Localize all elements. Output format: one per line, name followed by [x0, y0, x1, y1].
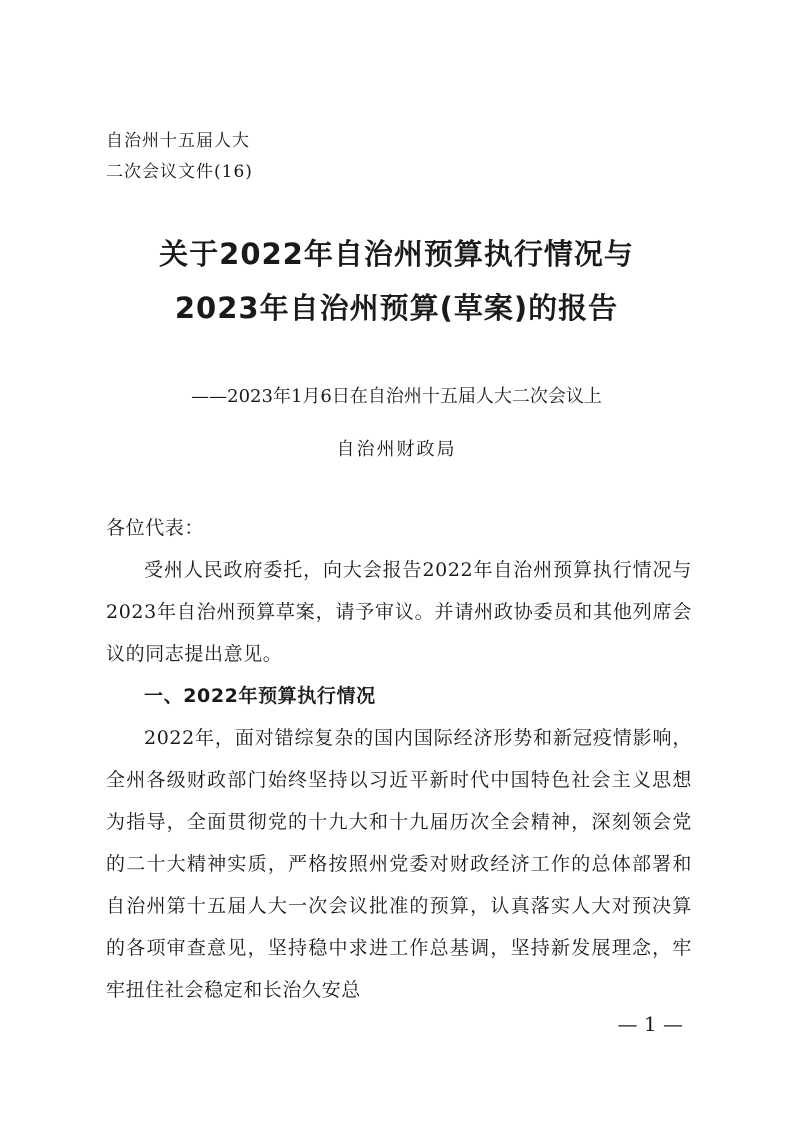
salutation: 各位代表： — [106, 517, 205, 539]
title-line-1: 关于2022年自治州预算执行情况与 — [159, 237, 634, 271]
document-header — [106, 126, 253, 188]
header-line-2: 二次会议文件(16) — [106, 162, 253, 182]
paragraph-1: 受州人民政府委托，向大会报告2022年自治州预算执行情况与2023年自治州预算草案，请予审议。并请州政协委员和其他列席会议的同志提出意见。 — [106, 559, 692, 665]
page-number: — 1 — — [617, 1012, 683, 1036]
document-body — [106, 507, 692, 1011]
header-line-1: 自治州十五届人大 — [106, 131, 250, 151]
section-heading-1: 一、2022年预算执行情况 — [144, 685, 376, 707]
title-line-2: 2023年自治州预算(草案)的报告 — [174, 291, 619, 325]
author: 自治州财政局 — [336, 439, 457, 460]
paragraph-2: 2022年，面对错综复杂的国内国际经济形势和新冠疫情影响，全州各级财政部门始终坚持以习近平新时代中国特色社会主义思想为指导，全面贯彻党的十九大和十九届历次全会精神，深刻领会党的二十大精神实质，严格按照州党委对财政经济工作的总体部署和自治州第十五届人大一次会议批准的预算，认真落实人大对预决算的各项审查意见，坚持稳中求进工作总基调，坚持新发展理念，牢牢扭住社会稳定和长治久安总 — [106, 727, 692, 1001]
subtitle: ——2023年1月6日在自治州十五届人大二次会议上 — [191, 386, 602, 407]
